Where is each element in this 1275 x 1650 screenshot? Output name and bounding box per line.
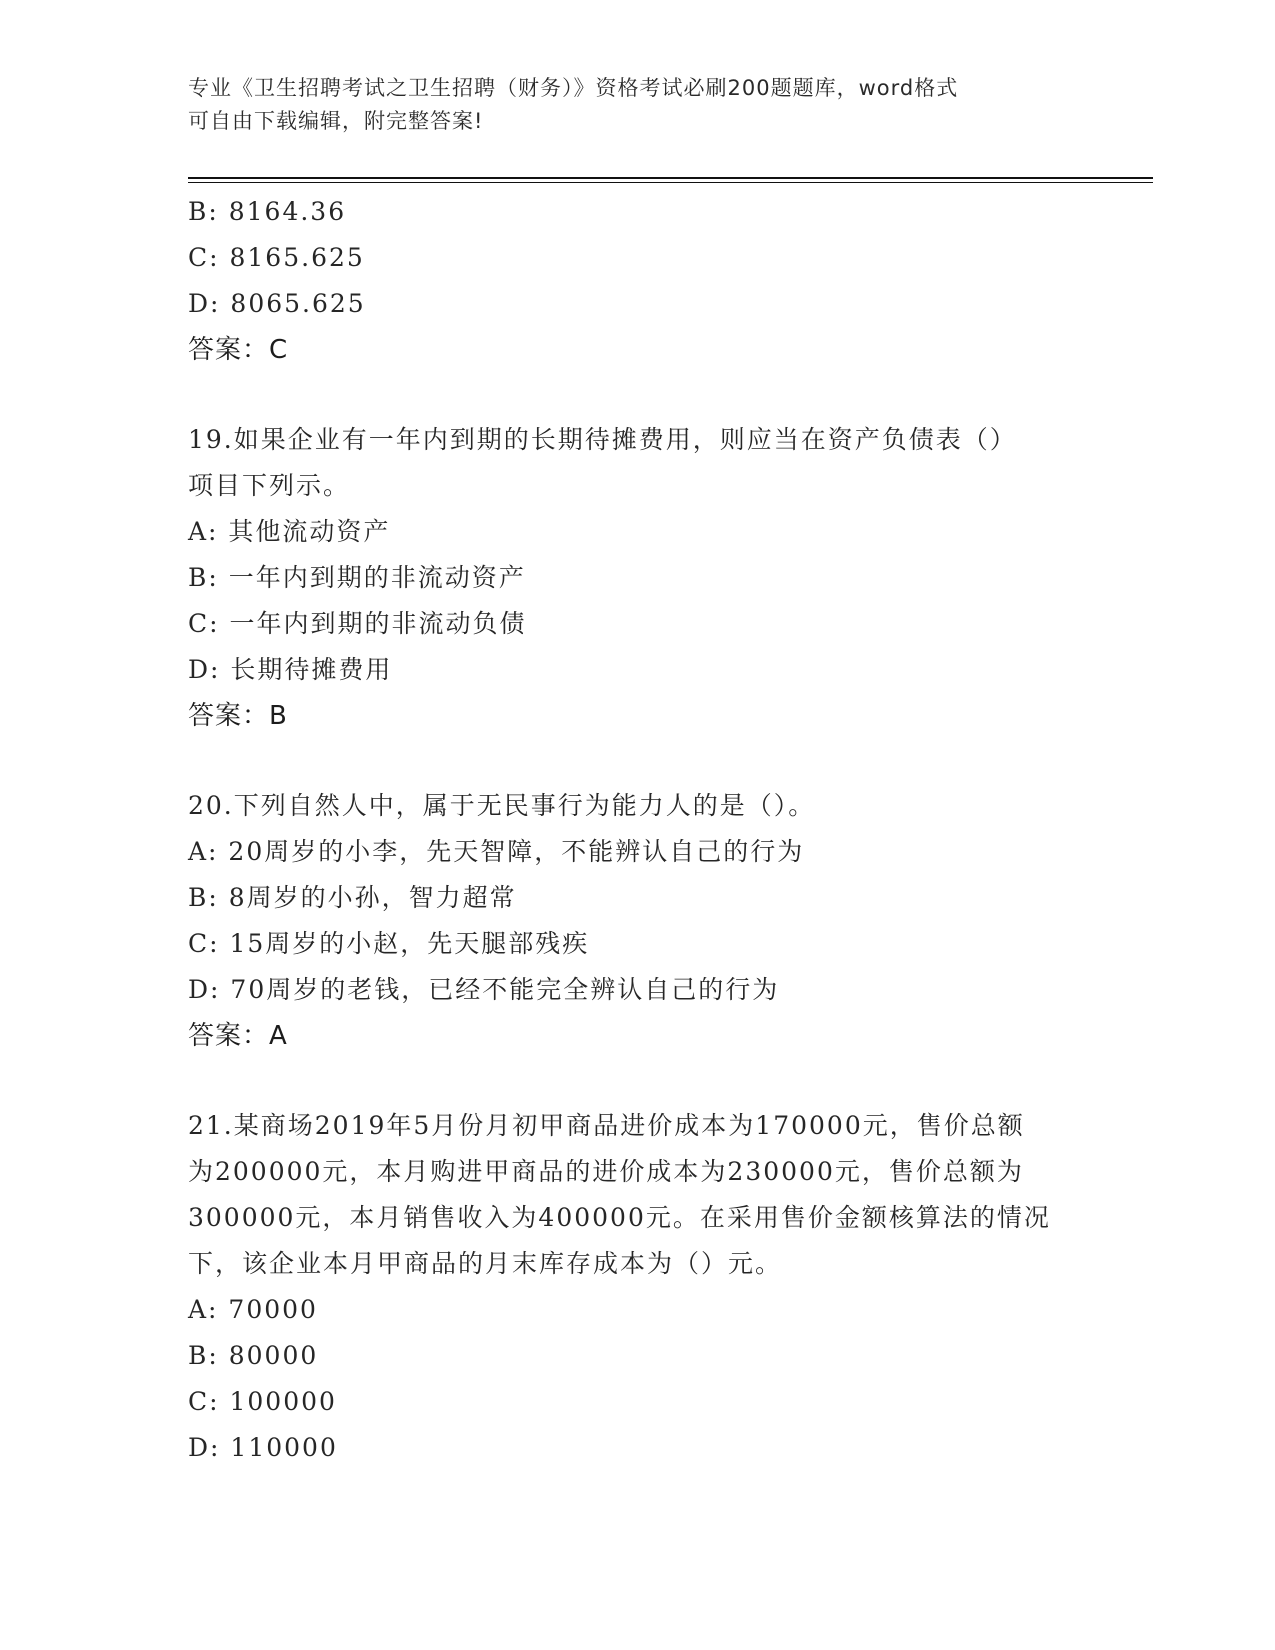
question-gap — [188, 1059, 1088, 1103]
option-a: A: 70000 — [188, 1295, 318, 1324]
option-d: D: 110000 — [188, 1433, 338, 1462]
option-b: B: 80000 — [188, 1341, 319, 1370]
question-21 — [188, 1103, 1088, 1471]
answer-line: 答案：A — [188, 1021, 288, 1051]
option-d: D: 70周岁的老钱，已经不能完全辨认自己的行为 — [188, 975, 780, 1004]
option-c: C: 8165.625 — [188, 243, 365, 272]
header-divider-thick — [188, 177, 1153, 179]
question-19 — [188, 417, 1088, 739]
option-c: C: 100000 — [188, 1387, 337, 1416]
answer-line: 答案：B — [188, 701, 288, 731]
document-header — [188, 72, 1068, 138]
option-b: B: 8周岁的小孙，智力超常 — [188, 883, 517, 912]
option-c: C: 一年内到期的非流动负债 — [188, 609, 527, 638]
option-d: D: 长期待摊费用 — [188, 655, 393, 684]
question-gap — [188, 373, 1088, 417]
option-a: A: 其他流动资产 — [188, 517, 391, 546]
option-b: B: 一年内到期的非流动资产 — [188, 563, 526, 592]
answer-line: 答案：C — [188, 335, 289, 365]
option-a: A: 20周岁的小李，先天智障，不能辨认自己的行为 — [188, 837, 805, 866]
option-c: C: 15周岁的小赵，先天腿部残疾 — [188, 929, 590, 958]
question-gap — [188, 739, 1088, 783]
header-line-2: 可自由下载编辑，附完整答案! — [188, 109, 484, 133]
option-d: D: 8065.625 — [188, 289, 366, 318]
question-20 — [188, 783, 1088, 1059]
question-stem-line: 21.某商场2019年5月份月初甲商品进价成本为170000元，售价总额 — [188, 1111, 1025, 1140]
question-stem-line: 19.如果企业有一年内到期的长期待摊费用，则应当在资产负债表（） — [188, 425, 1017, 454]
question-stem-line: 300000元，本月销售收入为400000元。在采用售价金额核算法的情况 — [188, 1203, 1051, 1232]
question-stem-line: 为200000元，本月购进甲商品的进价成本为230000元，售价总额为 — [188, 1157, 1024, 1186]
question-stem-line: 项目下列示。 — [188, 471, 351, 500]
question-stem-line: 20.下列自然人中，属于无民事行为能力人的是（）。 — [188, 791, 816, 820]
question-content — [188, 189, 1088, 1471]
header-divider-thin — [188, 182, 1153, 183]
question-18-tail — [188, 189, 1088, 373]
header-line-1: 专业《卫生招聘考试之卫生招聘（财务）》资格考试必刷200题题库，word格式 — [188, 76, 959, 100]
option-b: B: 8164.36 — [188, 197, 347, 226]
question-stem-line: 下，该企业本月甲商品的月末库存成本为（）元。 — [188, 1249, 783, 1278]
